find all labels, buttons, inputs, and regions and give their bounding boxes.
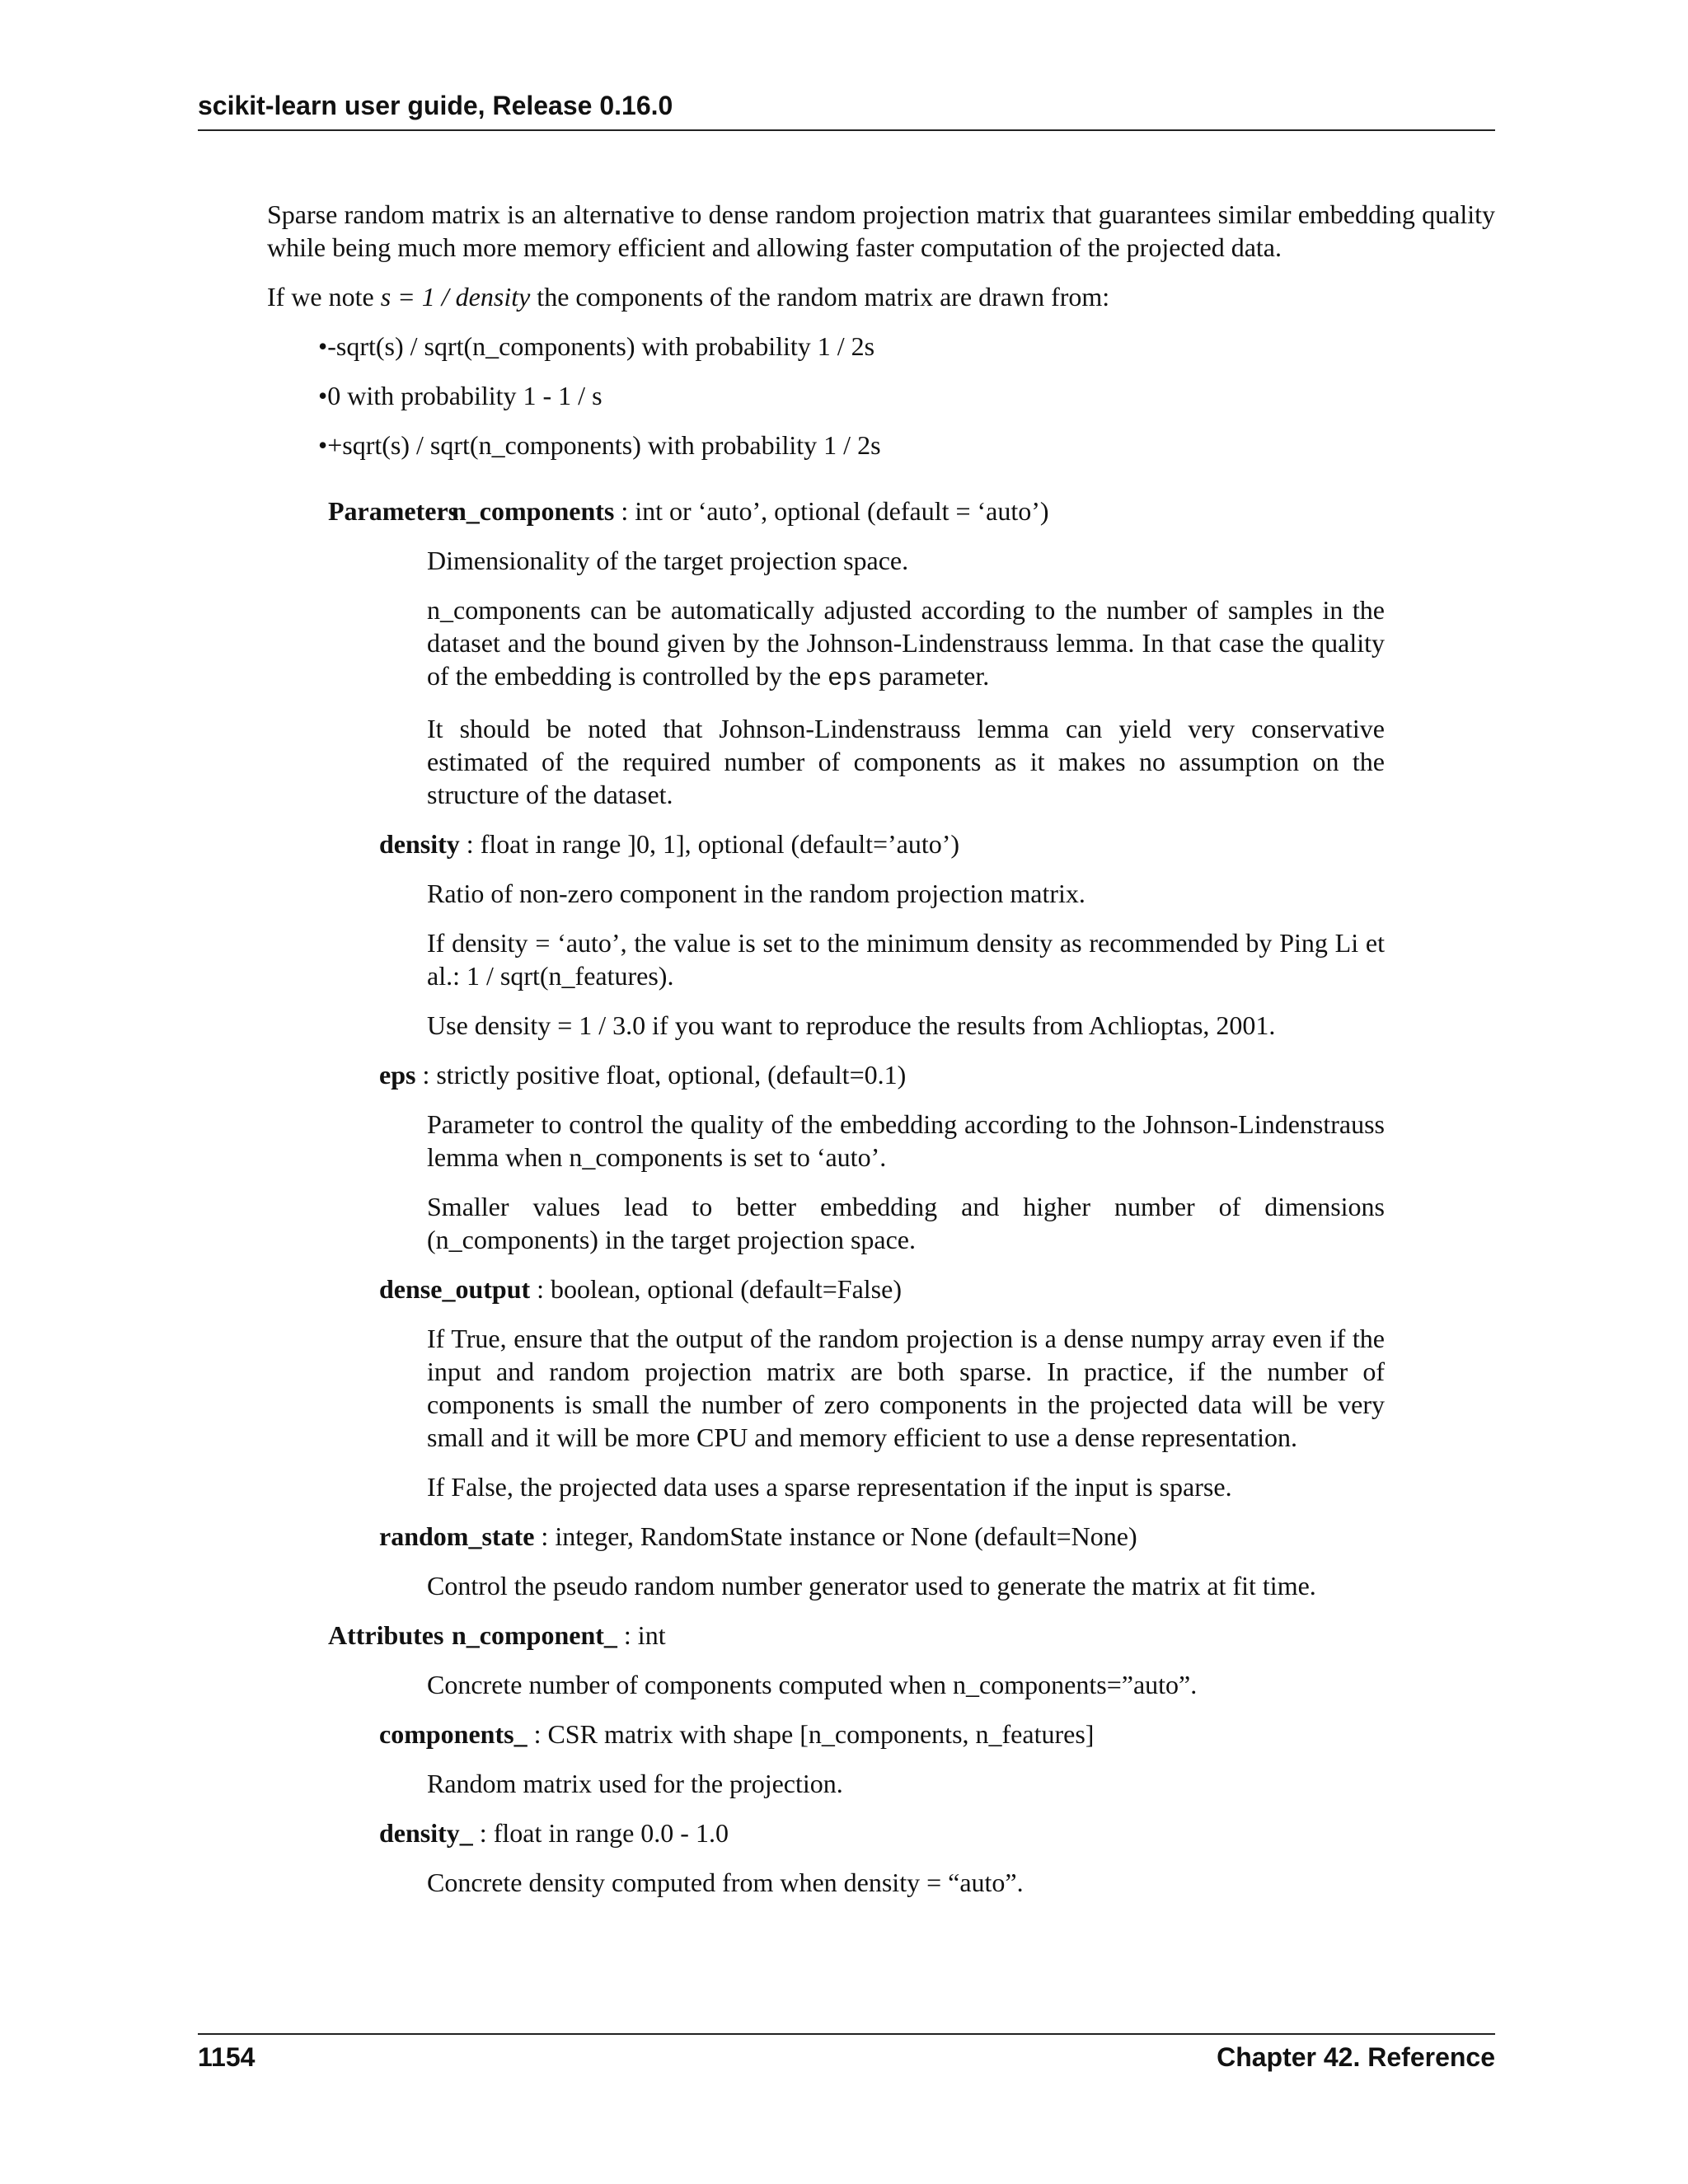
attr-components	[379, 1718, 1495, 1750]
param-type: : boolean, optional (default=False)	[530, 1274, 902, 1304]
param-desc: Dimensionality of the target projection space.	[427, 546, 909, 575]
attr-density	[379, 1816, 1495, 1849]
list-item-text: 0 with probability 1 - 1 / s	[327, 381, 603, 410]
list-item	[318, 330, 1495, 363]
list-item-text: +sqrt(s) / sqrt(n_components) with probability 1 / 2s	[327, 430, 881, 460]
eps-code: eps	[828, 665, 873, 693]
param-dense-output	[379, 1272, 1495, 1305]
attr-components-desc	[427, 1767, 1385, 1800]
footer-rule	[198, 2033, 1495, 2035]
list-item-text: -sqrt(s) / sqrt(n_components) with probability 1 / 2s	[327, 331, 875, 361]
intro-prefix: If we note	[267, 282, 381, 312]
attributes-section	[267, 1619, 1495, 1899]
attr-desc: Concrete density computed from when density = “auto”.	[427, 1868, 1024, 1897]
param-desc: Parameter to control the quality of the embedding according to the Johnson-Lindenstrauss lemma when n_components is set to ‘auto’.	[427, 1109, 1385, 1172]
param-type: : float in range ]0, 1], optional (default=’auto’)	[459, 829, 960, 859]
attr-type: : int	[617, 1620, 666, 1650]
bullet-icon: •	[318, 430, 328, 460]
param-eps-desc	[427, 1108, 1385, 1256]
chapter-title: Chapter 42. Reference	[1217, 2042, 1495, 2072]
param-desc: It should be noted that Johnson-Lindenstrauss lemma can yield very conservative estimated of the required number of components as it makes no assumption on the structure of the dataset.	[427, 714, 1385, 809]
attr-name: density_	[379, 1818, 473, 1848]
attr-name: components_	[379, 1719, 528, 1749]
bullet-icon: •	[318, 381, 328, 410]
attr-name: n_component_	[452, 1620, 617, 1650]
param-n-components	[452, 494, 1495, 527]
page-number: 1154	[198, 2042, 256, 2072]
attr-density-desc	[427, 1866, 1385, 1899]
param-name: n_components	[452, 496, 615, 526]
param-n-components-desc	[427, 544, 1385, 811]
param-type: : integer, RandomState instance or None (default=None)	[534, 1521, 1137, 1551]
param-desc: Control the pseudo random number generator used to generate the matrix at fit time.	[427, 1571, 1316, 1601]
bullet-icon: •	[318, 331, 328, 361]
param-random-state-desc	[427, 1569, 1385, 1602]
param-type: : int or ‘auto’, optional (default = ‘auto’)	[614, 496, 1049, 526]
param-name: eps	[379, 1060, 416, 1090]
param-desc: Smaller values lead to better embedding and higher number of dimensions (n_components) in the target projection space.	[427, 1192, 1385, 1254]
attr-n-component-desc	[427, 1668, 1385, 1701]
page-content	[267, 198, 1495, 1915]
param-desc: If True, ensure that the output of the random projection is a dense numpy array even if the input and random projection matrix are both sparse. In practice, if the number of components is small the number of zero components in the projected data will be very small and it will be more CPU and memory efficient to use a dense representation.	[427, 1324, 1385, 1452]
page-footer	[198, 2041, 1495, 2074]
param-type: : strictly positive float, optional, (default=0.1)	[415, 1060, 907, 1090]
attributes-label: Attributes	[328, 1620, 444, 1650]
intro-suffix: the components of the random matrix are drawn from:	[530, 282, 1110, 312]
intro-formula-paragraph	[267, 280, 1495, 313]
density-formula: s = 1 / density	[380, 282, 531, 312]
attr-desc: Concrete number of components computed when n_components=”auto”.	[427, 1670, 1198, 1699]
param-dense-output-desc	[427, 1322, 1385, 1503]
attr-type: : CSR matrix with shape [n_components, n_features]	[527, 1719, 1095, 1749]
attr-n-component	[452, 1619, 1495, 1652]
param-desc: If False, the projected data uses a sparse representation if the input is sparse.	[427, 1472, 1232, 1502]
param-name: random_state	[379, 1521, 535, 1551]
list-item	[318, 429, 1495, 462]
list-item	[318, 379, 1495, 412]
param-name: dense_output	[379, 1274, 531, 1304]
attr-type: : float in range 0.0 - 1.0	[472, 1818, 729, 1848]
component-values-list	[318, 330, 1495, 462]
param-desc: n_components can be automatically adjusted according to the number of samples in the dataset and the bound given by the Johnson-Lindenstrauss lemma. In that case the quality of the embedding is controlled by the eps parameter.	[427, 595, 1385, 693]
param-name: density	[379, 829, 460, 859]
intro-paragraph: Sparse random matrix is an alternative to dense random projection matrix that guarantees similar embedding quality while being much more memory efficient and allowing faster computation of the projected data.	[267, 199, 1495, 262]
param-desc: Ratio of non-zero component in the random projection matrix.	[427, 879, 1085, 908]
param-eps	[379, 1058, 1495, 1091]
attr-desc: Random matrix used for the projection.	[427, 1769, 843, 1798]
parameters-label: Parameters	[328, 496, 459, 526]
param-density	[379, 827, 1495, 860]
header-rule	[198, 129, 1495, 131]
param-desc: If density = ‘auto’, the value is set to the minimum density as recommended by Ping Li et al.: 1 / sqrt(n_features).	[427, 928, 1385, 991]
running-title: scikit-learn user guide, Release 0.16.0	[198, 91, 673, 120]
param-desc: Use density = 1 / 3.0 if you want to reproduce the results from Achlioptas, 2001.	[427, 1010, 1276, 1040]
param-random-state	[379, 1520, 1495, 1553]
parameters-section	[267, 494, 1495, 1602]
param-density-desc	[427, 877, 1385, 1042]
